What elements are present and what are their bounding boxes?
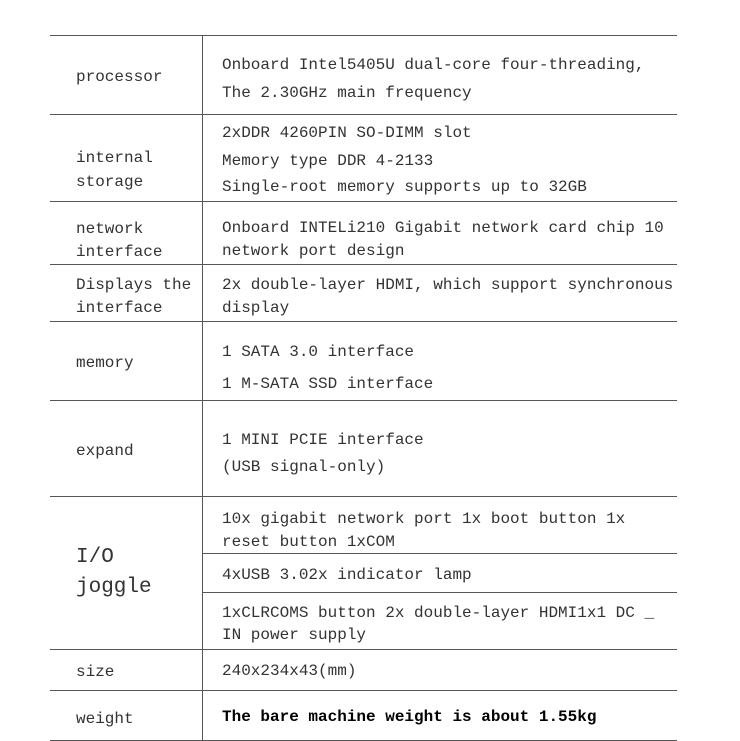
row-value: Single-root memory supports up to 32GB [222, 178, 587, 196]
row-label: processor [76, 68, 163, 86]
row-label: Displays the [76, 276, 192, 294]
row-value: The 2.30GHz main frequency [222, 84, 472, 102]
row-label: network [76, 220, 144, 238]
row-label: interface [76, 243, 163, 261]
row-label: joggle [76, 576, 152, 599]
row-value: 4xUSB 3.02x indicator lamp [222, 566, 472, 584]
table-rule [50, 496, 677, 497]
column-divider [202, 35, 203, 741]
row-value: network port design [222, 242, 405, 260]
table-rule [50, 114, 677, 115]
table-rule [50, 201, 677, 202]
row-label: memory [76, 354, 134, 372]
row-value: 10x gigabit network port 1x boot button 1x [222, 510, 626, 528]
table-rule [50, 264, 677, 265]
row-value: The bare machine weight is about 1.55kg [222, 708, 597, 726]
row-label: size [76, 663, 115, 681]
table-rule [50, 400, 677, 401]
row-label: storage [76, 173, 144, 191]
row-label: I/O [76, 546, 114, 569]
row-label: interface [76, 299, 163, 317]
row-value: Onboard INTELi210 Gigabit network card chip 10 [222, 219, 664, 237]
row-value: reset button 1xCOM [222, 533, 395, 551]
row-value: 1 SATA 3.0 interface [222, 343, 415, 361]
row-value: 2xDDR 4260PIN SO-DIMM slot [222, 124, 472, 142]
row-label: weight [76, 710, 134, 728]
table-rule [202, 592, 677, 593]
table-rule [50, 35, 677, 36]
row-label: expand [76, 442, 134, 460]
row-value: IN power supply [222, 626, 367, 644]
row-value: Onboard Intel5405U dual-core four-threading, [222, 56, 645, 74]
row-label: internal [76, 149, 153, 167]
row-value: 240x234x43(mm) [222, 662, 357, 680]
row-value: 2x double-layer HDMI, which support synchronous [222, 276, 674, 294]
row-value: display [222, 299, 290, 317]
row-value: 1 MINI PCIE interface [222, 431, 424, 449]
row-value: Memory type DDR 4-2133 [222, 152, 434, 170]
table-rule [50, 649, 677, 650]
row-value: 1xCLRCOMS button 2x double-layer HDMI1x1 DC _ [222, 604, 655, 622]
table-rule [202, 553, 677, 554]
row-value: 1 M-SATA SSD interface [222, 375, 434, 393]
row-value: (USB signal-only) [222, 458, 386, 476]
table-rule [50, 321, 677, 322]
table-rule [50, 690, 677, 691]
